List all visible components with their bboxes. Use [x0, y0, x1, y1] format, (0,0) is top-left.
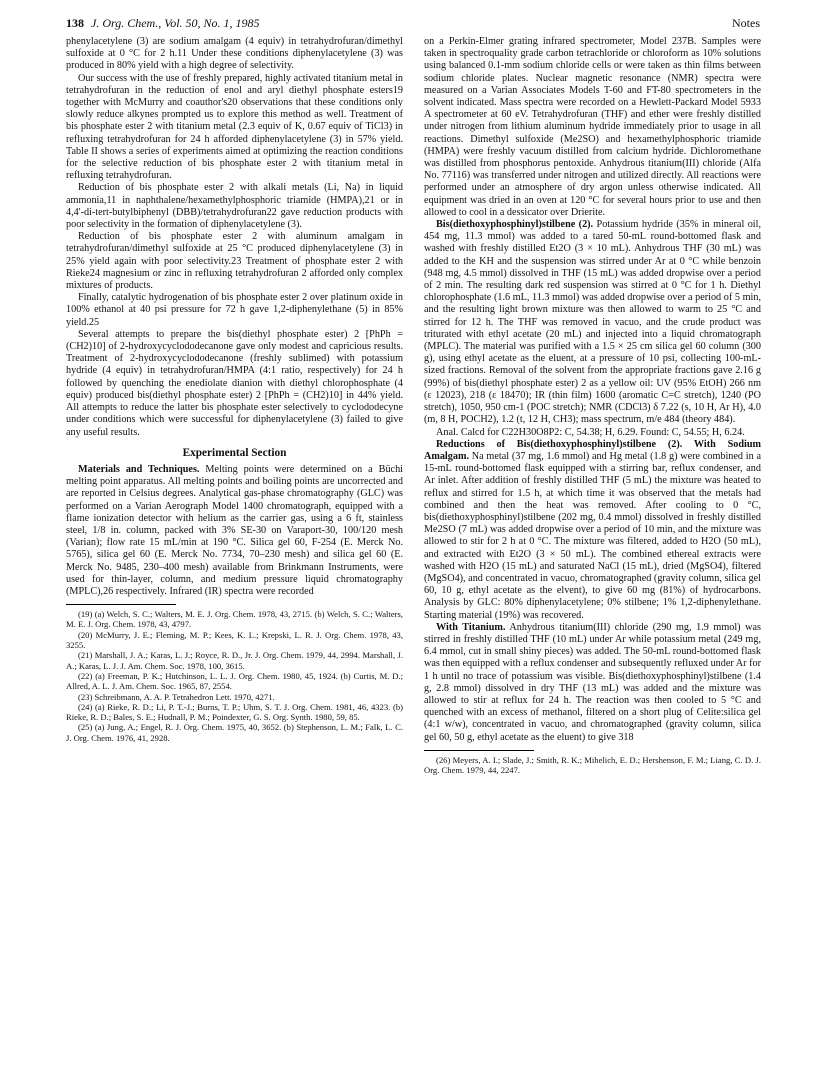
paragraph-body: Na metal (37 mg, 1.6 mmol) and Hg metal (1.8 g) were combined in a 15-mL round-bottomed flask equipped with a stirring bar, reflux condenser, and Ar inlet. After addition of freshly distilled THF (5 mL) the mixture was heated to reflux and stirred for 1.5 h, at which time it was observed that the metals had combined and then the heat was removed. After cooling to 0 °C, bis(diethoxyphosphinyl)stilbene (202 mg, 0.4 mmol) dissolved in freshly distilled Me2SO (7 mL) was added dropwise over a period of 10 min, and the mixture was allowed to stir for 2 h at 0 °C. The mixture was filtered, added to H2O (50 mL), and extracted with Et2O (3 × 50 mL). The combined ethereal extracts were washed with H2O (15 mL) and saturated NaCl (15 mL), dried (MgSO4), filtered (MgSO4), and concentrated in vacuo, chromatographed (gravity column, silica gel 60, 10 g, ethyl acetate as the elvent), to give 60 mg (81%) of hydrocarbons. Analysis by GLC: 80% diphenylacetylene; 0% stilbene; 1% 1,2-diphenylethane. Starting material (19%) was recovered. — [424, 450, 761, 621]
journal-citation: J. Org. Chem., Vol. 50, No. 1, 1985 — [91, 16, 260, 30]
section-label: Notes — [732, 16, 760, 30]
paragraph-lead: Materials and Techniques. — [78, 463, 200, 475]
footnote-rule — [424, 750, 534, 751]
left-column — [66, 36, 403, 743]
footnote-rule — [66, 604, 176, 605]
footnote: (22) (a) Freeman, P. K.; Hutchinson, L. L. J. Org. Chem. 1980, 45, 1924. (b) Curtis, M. D.; Allred, A. L. J. Am. Chem. Soc. 1965, 87, 2554. — [66, 670, 403, 692]
paragraph — [424, 439, 761, 622]
paragraph — [424, 622, 761, 744]
paragraph — [424, 219, 761, 426]
paragraph — [66, 464, 403, 598]
paragraph-lead: With Titanium. — [436, 621, 506, 633]
footnote: (19) (a) Welch, S. C.; Walters, M. E. J. Org. Chem. 1978, 43, 2715. (b) Welch, S. C.; Walters, M. E. J. Org. Chem. 1978, 43, 4797. — [66, 609, 403, 630]
footnote: (24) (a) Rieke, R. D.; Li, P. T.-J.; Burns, T. P.; Uhm, S. T. J. Org. Chem. 1981, 46, 4323. (b) Rieke, R. D.; Bales, S. E.; Hudnall, P. M.; Poindexter, G. S. Org. Synth. 1980, 59, 85. — [66, 701, 403, 723]
paragraph-lead: Reductions of Bis(diethoxyphosphinyl)stilbene (2). With Sodium Amalgam. — [424, 438, 761, 462]
right-column — [424, 36, 761, 775]
paragraph-body: Potassium hydride (35% in mineral oil, 454 mg, 11.3 mmol) was added to a tared 50-mL round-bottomed flask and washed with freshly distilled Et2O (3 × 10 mL). Anhydrous THF (30 mL) was added to the KH and the suspension was stirred under Ar at 0 °C while benzoin (948 mg, 4.5 mmol) dissolved in THF (15 mL) was added dropwise over a period of 2 min. The resulting dark red suspension was stirred at 0 °C for 1 h. Diethyl chlorophosphate (1.6 mL, 11.3 mmol) was added dropwise over a period of 5 min, and the resulting light brown mixture was then allowed to warm to 25 °C and stirred for 12 h. The THF was removed in vacuo, and the crude product was triturated with ethyl acetate (20 mL) and injected into a liquid chromatograph (MPLC). The material was purified with a 1.5 × 25 cm silica gel 60 column (300 g), using ethyl acetate as the eluent, at a pressure of 10 psi, collecting 100-mL-sized fractions. Removal of the solvent from the appropriate fractions gave 2.16 g (99%) of bis(diethyl phosphate ester) 2 as a yellow oil: UV (95% EtOH) 266 nm (ε 12023), 218 (ε 18470); IR (thin film) 1600 (aromatic C=C stretch), 1240 (PO stretch), 1050, 950 cm-1 (POC stretch); NMR (CDCl3) δ 7.22 (s, 10 H, Ar H), 4.0 (m, 8 H, POCH2), 1.2 (t, 12 H, CH3); mass spectrum, m/e 484 (theory 484). — [424, 219, 762, 426]
footnote: (26) Meyers, A. I.; Slade, J.; Smith, R. K.; Mihelich, E. D.; Hershenson, F. M.; Liang, C. D. J. Org. Chem. 1979, 44, 2247. — [424, 754, 761, 776]
paragraph: Finally, catalytic hydrogenation of bis phosphate ester 2 over platinum oxide in 100% ethanol at 40 psi pressure for 72 h gave 1,2-diphenylethane (5) in 85% yield.25 — [66, 292, 403, 328]
paragraph: Reduction of bis phosphate ester 2 with alkali metals (Li, Na) in liquid ammonia,11 in naphthalene/hexamethylphosphoric triamide (HMPA),21 or in 4,4'-di-tert-butylbiphenyl (DBB)/tetrahydrofuran22 gave reduction products with poor selectivity in the formation of diphenylacetylene (3). — [66, 182, 403, 231]
footnote: (21) Marshall, J. A.; Karas, L. J.; Royce, R. D., Jr. J. Org. Chem. 1979, 44, 2994. Marshall, J. A.; Karas, L. J. J. Am. Chem. Soc. 1978, 100, 3615. — [66, 650, 403, 671]
footnote: (23) Schreibmann, A. A. P. Tetrahedron Lett. 1970, 4271. — [78, 691, 275, 702]
footnote: (25) (a) Jung, A.; Engel, R. J. Org. Chem. 1975, 40, 3652. (b) Stephenson, L. M.; Falk, L. C. J. Org. Chem. 1976, 41, 2928. — [66, 722, 403, 743]
paragraph: on a Perkin-Elmer grating infrared spectrometer, Model 237B. Samples were taken in spectroquality grade carbon tetrachloride or chloroform as 10% solutions using balanced 0.1-mm sodium chloride cells or were taken as thin films between sodium chloride plates. Nuclear magnetic resonance (NMR) spectra were measured on a Varian Associates Models T-60 and FT-80 spectrometers in the solvent indicated. Mass spectra were recorded on a Hewlett-Packard Model 5933 A spectrometer at 60 eV. Tetrahydrofuran (THF) and ether were freshly distilled under nitrogen from lithium aluminum hydride immediately prior to usage in all reactions. Dimethyl sulfoxide (Me2SO) and hexamethylphosphoric triamide (HMPA) were freshly vacuum distilled from calcium hydride. Dichloromethane was distilled from phosphorus pentoxide. Anhydrous titanium(III) chloride (Alfa No. 77116) was transferred under nitrogen and utilized directly. All reactions were performed under an atmosphere of dry argon unless otherwise indicated. All equipment was dried in an oven at 120 °C for several hours prior to use and then allowed to cool in a dessicator over Drierite. — [424, 36, 761, 218]
paragraph-body: Melting points were determined on a Büchi melting point apparatus. All melting points and boiling points are uncorrected and are reported in Celsius degrees. Analytical gas-phase chromatography (GLC) was performed on a Varian Aerograph Model 1400 chromatograph, equipped with a flame ionization detector with helium as the carrier gas, using a 6 ft, stainless steel, 1/8 in. column, packed with 3% SE-30 on Varaport-30, 100/120 mesh (Varian); flow rate 15 mL/min at 190 °C. Silica gel 60, F-254 (E. Merck No. 5765), silica gel 60 (E. Merck No. 7734, 70–230 mesh) and silica gel 60 (E. Merck No. 9485, 230–400 mesh) available from Brinkmann Instruments, were used for thin-layer, column, and medium pressure liquid chromatography (MPLC),26 respectively. Infrared (IR) spectra were recorded — [66, 463, 403, 597]
paragraph: phenylacetylene (3) are sodium amalgam (4 equiv) in tetrahydrofuran/dimethyl sulfoxide at 0 °C for 2 h.11 Under these conditions diphenylacetylene (3) was produced in 80% yield with a high degree of selectivity. — [66, 36, 403, 72]
paragraph-body: Anhydrous titanium(III) chloride (290 mg, 1.9 mmol) was stirred in freshly distilled THF (10 mL) under Ar while potassium metal (249 mg, 6.4 mmol, cut in small shiny pieces) was added. The 50-mL round-bottomed flask was then equipped with a reflux condenser and subsequently refluxed under Ar for 1 h until no trace of potassium was visible. Bis(diethoxyphosphinyl)stilbene (1.4 g, 2.8 mmol) dissolved in dry THF (13 mL) was added and the mixture was allowed to stir at reflux for 24 h. The reaction was then cooled to 5 °C and quenched with an excess of methanol, filtered on a short plug of Celite:silica gel (4:1 w/w), concentrated in vacuo, and chromatographed (gravity column, silica gel 60, 50 g, ethyl acetate as the eluent) to give 318 — [424, 621, 761, 743]
footnote: (20) McMurry, J. E.; Fleming, M. P.; Kees, K. L.; Krepski, L. R. J. Org. Chem. 1978, 43, 3255. — [66, 629, 403, 651]
paragraph: Anal. Calcd for C22H30O8P2: C, 54.38; H, 6.29. Found: C, 54.55; H, 6.24. — [436, 426, 745, 438]
paragraph: Our success with the use of freshly prepared, highly activated titanium metal in tetrahydrofuran in the reduction of enol and aryl diethyl phosphate esters19 together with McMurry and coauthor's20 observations that these conditions only slowly reduce alkynes prompted us to explore this method as well. Treatment of bis phosphate ester 2 with titanium metal (2.3 equiv of K, 0.67 equiv of TiCl3) in refluxing tetrahydrofuran for 24 h afforded diphenylacetylene (3) in 57% yield. Table II shows a series of experiments aimed at optimizing the reaction conditions for the selective reduction of bis phosphate ester 2 with titanium metal in refluxing tetrahydrofuran. — [66, 72, 403, 182]
paragraph: Reduction of bis phosphate ester 2 with aluminum amalgam in tetrahydrofuran/dimethyl sulfoxide at 25 °C produced diphenylacetylene (3) in 25% yield again with poor selectivity.23 Treatment of phosphate ester 2 with Rieke24 magnesium or zinc in refluxing tetrahydrofuran 2 afforded only complex mixtures of products. — [66, 231, 403, 292]
paragraph-lead: Bis(diethoxyphosphinyl)stilbene (2). — [436, 219, 594, 231]
paragraph: Several attempts to prepare the bis(diethyl phosphate ester) 2 [PhPh = (CH2)10] of 2-hydroxycyclododecanone gave only modest and capricious results. Treatment of 2-hydroxycyclododecanone (freshly sublimed) with potassium hydride (4 equiv) in tetrahydrofuran/HMPA (4:1 ratio, respectively) for 24 h followed by quenching the enediolate dianion with diethyl chlorophosphate (4 equiv) produced bis(diethyl phosphate ester) 2 [PhPh = (CH2)10] in 44% yield. All attempts to reduce the latter bis phosphate ester selectively to cyclododecyne under conditions which were successful for diphenylacetylene (3) failed to give any useful results. — [66, 328, 403, 438]
section-heading: Experimental Section — [182, 446, 287, 459]
page-header — [66, 16, 760, 32]
page-number: 138 — [66, 16, 84, 30]
